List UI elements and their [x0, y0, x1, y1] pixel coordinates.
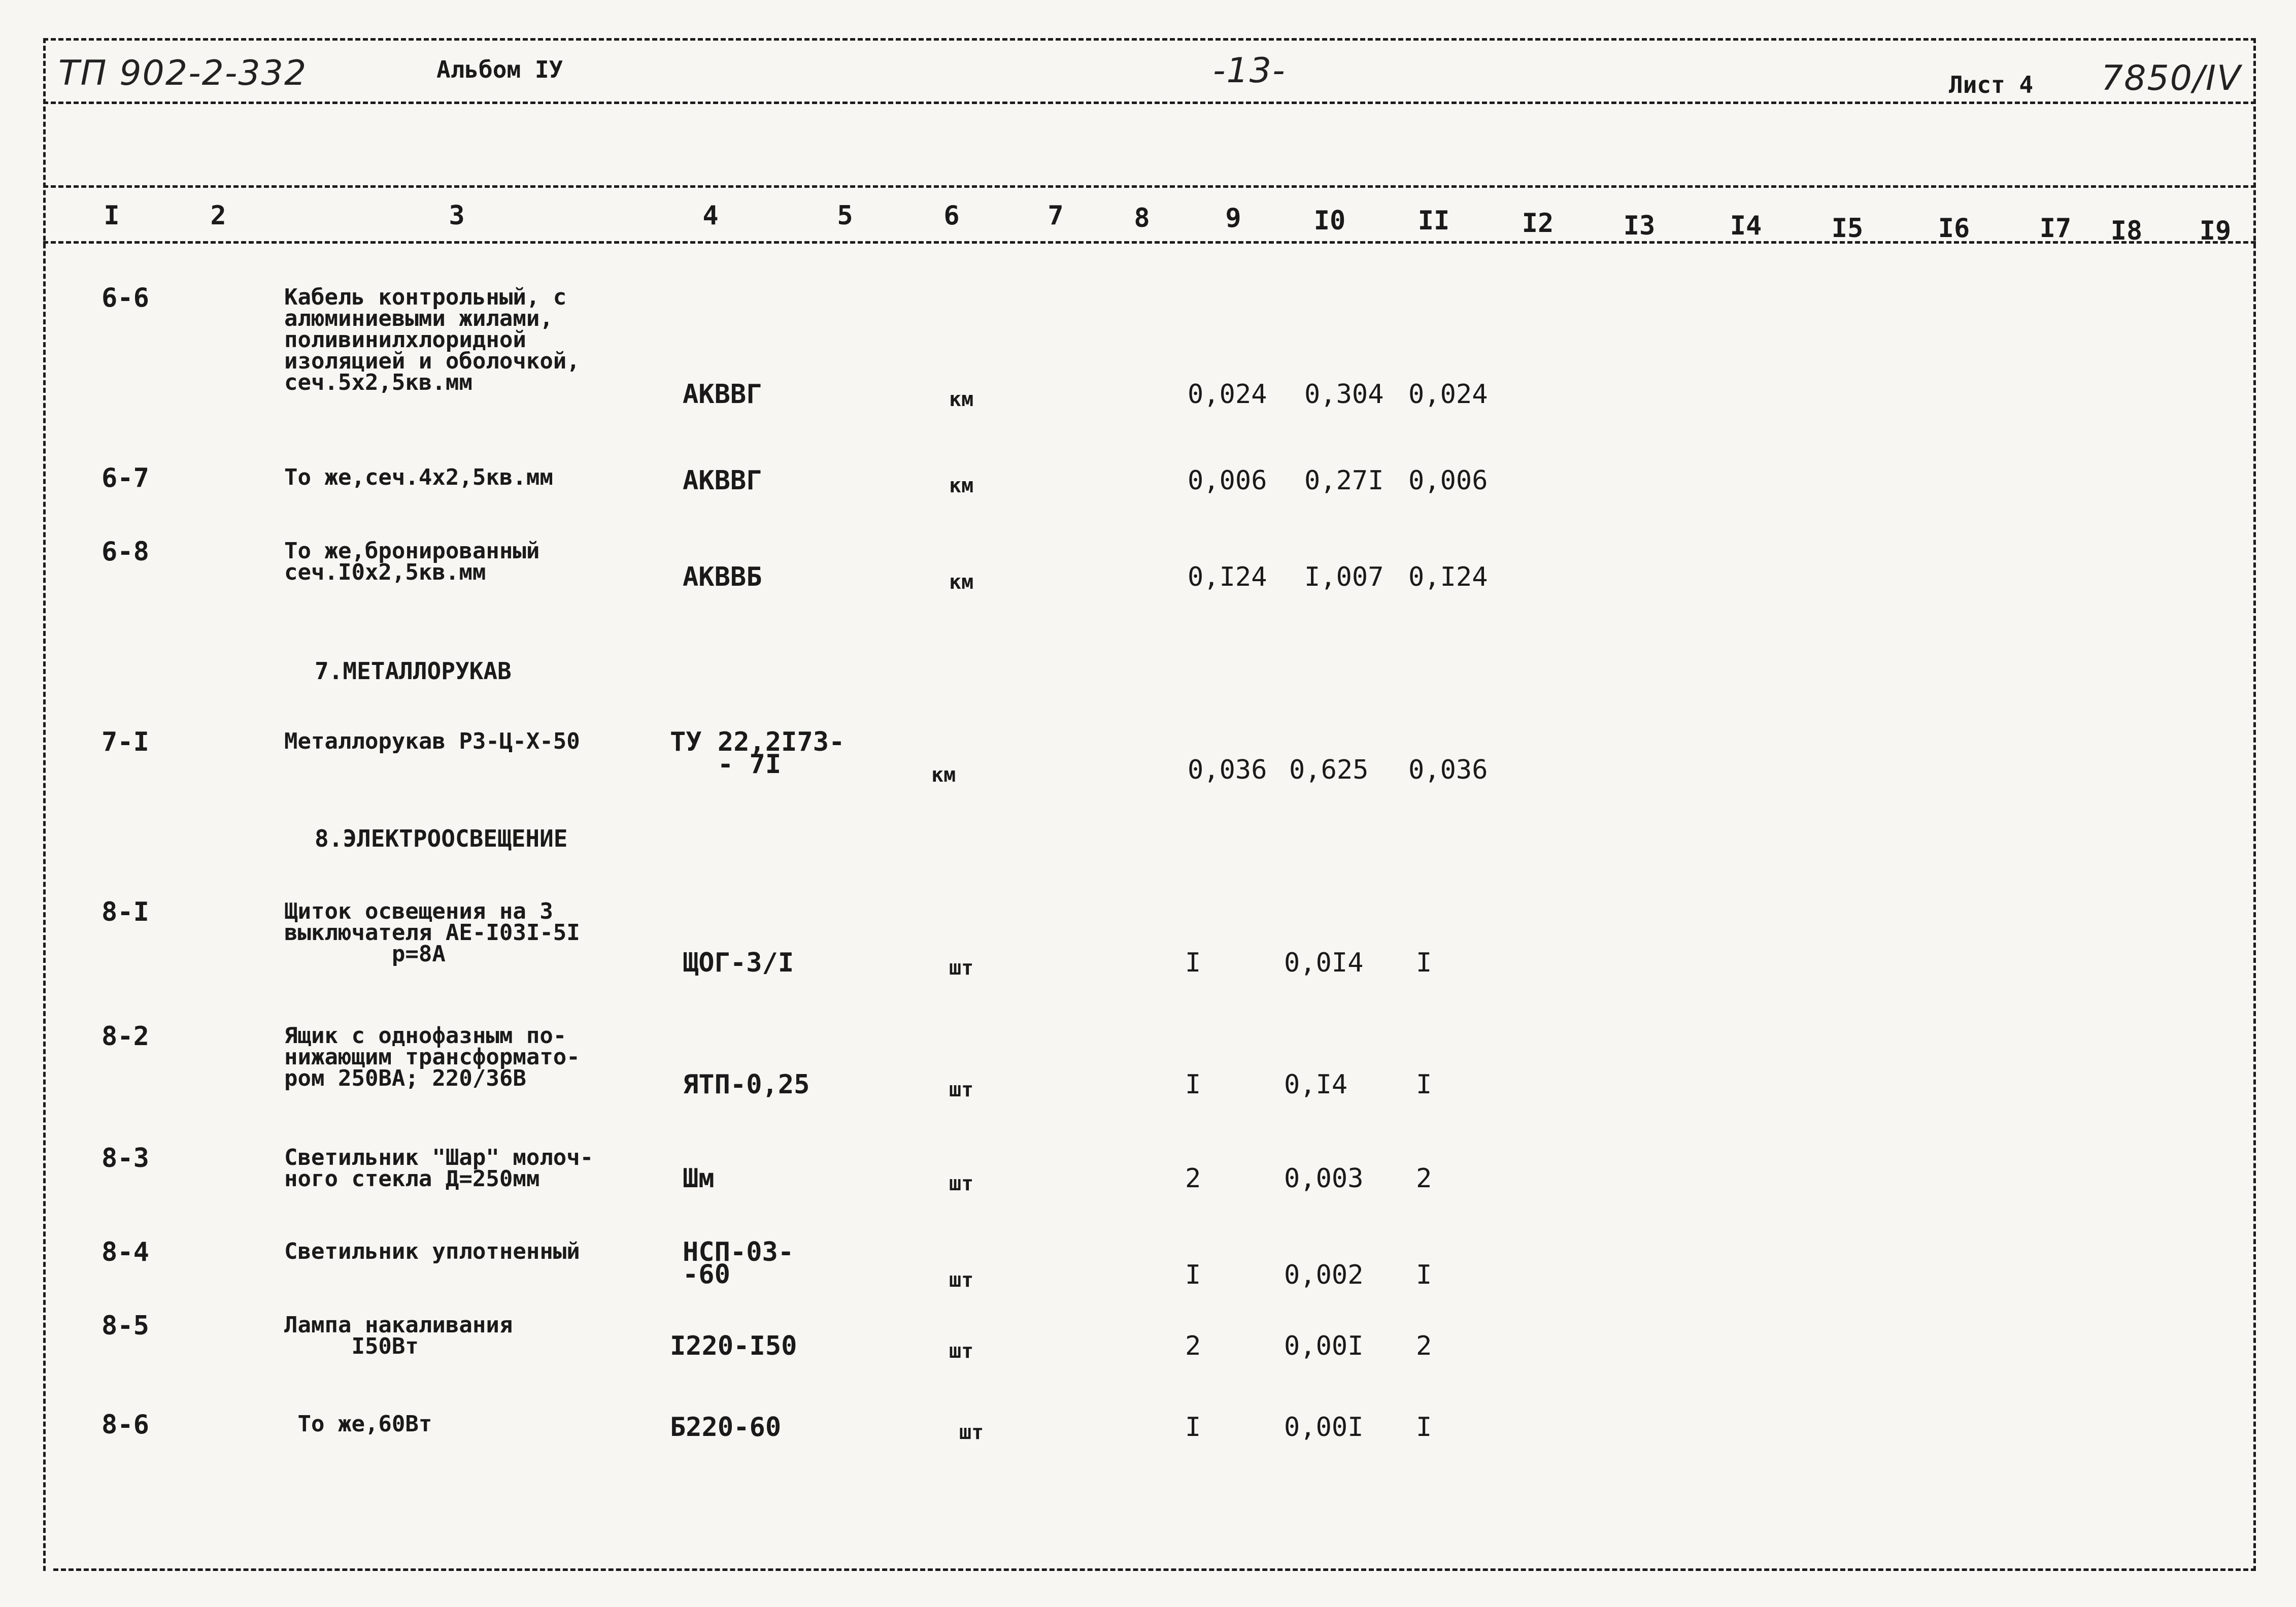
album-label: Альбом IУ [436, 56, 563, 83]
row-description: То же,сеч.4х2,5кв.мм [284, 464, 553, 490]
row-mass-total: 2 [1416, 1331, 1432, 1361]
column-number: 9 [1225, 203, 1241, 233]
row-position-code: 8-6 [102, 1410, 149, 1440]
column-number: 8 [1134, 203, 1150, 233]
column-number: I0 [1313, 206, 1346, 236]
sheet-label: Лист 4 [1949, 71, 2034, 98]
row-description: Кабель контрольный, с алюминиевыми жилами, поливинилхлоридной изоляцией и оболочкой, сеч.5х2,5кв.мм [284, 284, 580, 395]
row-mark: ЯТП-0,25 [683, 1069, 810, 1100]
row-position-code: 8-I [102, 897, 149, 927]
row-mass-total: 0,006 [1408, 465, 1488, 496]
frame-right [2253, 38, 2256, 1571]
frame-header-top [43, 185, 2256, 188]
column-number: I9 [2199, 216, 2232, 246]
row-mass-total: 0,024 [1408, 379, 1488, 410]
row-mark: I220-I50 [670, 1331, 797, 1361]
row-description: То же,60Вт [284, 1411, 432, 1437]
row-mass-total: I [1416, 1069, 1432, 1100]
row-position-code: 8-3 [102, 1143, 149, 1174]
column-number: I8 [2110, 216, 2143, 246]
row-mass-total: 2 [1416, 1163, 1432, 1194]
row-quantity: I [1185, 948, 1201, 978]
row-mass-total: 0,I24 [1408, 562, 1488, 592]
row-mark: ЩОГ-3/I [683, 948, 794, 978]
column-number: I2 [1522, 208, 1554, 239]
row-position-code: 8-4 [102, 1237, 149, 1267]
row-unit: шт [949, 1078, 974, 1101]
row-unit: км [949, 388, 974, 411]
column-number: 4 [702, 200, 719, 231]
row-mass-unit: 0,00I [1284, 1331, 1364, 1361]
row-position-code: 6-8 [102, 537, 149, 567]
column-number: 2 [210, 200, 226, 231]
page-number: -13- [1213, 51, 1286, 91]
row-mass-unit: 0,002 [1284, 1260, 1364, 1290]
frame-bottom [53, 1568, 2256, 1571]
column-number: I4 [1730, 211, 1762, 241]
row-unit: км [949, 474, 974, 497]
frame-left [43, 38, 46, 1571]
row-description: Ящик с однофазным по- нижающим трансформато- ром 250ВА; 220/36В [284, 1023, 580, 1091]
frame-title-underline [43, 102, 2256, 104]
row-unit: шт [949, 956, 974, 980]
row-mark: Шм [683, 1163, 715, 1194]
row-description: Щиток освещения на 3 выключателя АЕ-I03I-5I р=8А [284, 898, 580, 967]
column-number: 3 [449, 200, 465, 231]
row-mark: ТУ 22,2I73- - 7I [670, 727, 845, 780]
row-mass-total: I [1416, 1412, 1432, 1443]
row-description: Лампа накаливания I50Вт [284, 1312, 513, 1359]
row-mass-unit: 0,0I4 [1284, 948, 1364, 978]
column-number: I6 [1938, 213, 1970, 244]
row-mark: Б220-60 [670, 1412, 782, 1443]
row-mass-unit: 0,003 [1284, 1163, 1364, 1194]
row-mass-total: 0,036 [1408, 755, 1488, 785]
row-unit: шт [959, 1421, 984, 1444]
column-number: I [104, 200, 120, 231]
row-description: Светильник "Шар" молоч- ного стекла Д=250мм [284, 1145, 594, 1192]
inventory-number: 7850/IV [2101, 58, 2242, 98]
row-position-code: 8-5 [102, 1311, 149, 1341]
row-unit: шт [949, 1340, 974, 1363]
row-quantity: 0,024 [1188, 379, 1267, 410]
row-mass-total: I [1416, 948, 1432, 978]
column-number: I7 [2039, 213, 2072, 244]
column-number: I5 [1831, 213, 1864, 244]
column-number: 6 [943, 200, 960, 231]
row-unit: шт [949, 1268, 974, 1292]
row-mass-unit: 0,27I [1304, 465, 1384, 496]
row-description: Светильник уплотненный [284, 1238, 580, 1264]
row-description: Металлорукав РЗ-Ц-Х-50 [284, 728, 580, 754]
row-mark: НСП-03- -60 [683, 1237, 794, 1290]
column-number: 5 [837, 200, 853, 231]
row-mark: АКВВГ [683, 465, 762, 496]
row-mass-unit: 0,625 [1289, 755, 1369, 785]
row-mass-total: I [1416, 1260, 1432, 1290]
row-quantity: 0,036 [1188, 755, 1267, 785]
row-position-code: 6-6 [102, 283, 149, 313]
row-mark: АКВВГ [683, 379, 762, 410]
row-quantity: 0,I24 [1188, 562, 1267, 592]
row-quantity: I [1185, 1069, 1201, 1100]
row-mark: АКВВБ [683, 562, 762, 592]
row-unit: км [949, 571, 974, 594]
column-number: II [1417, 206, 1450, 236]
column-number: I3 [1623, 211, 1656, 241]
doc-code: ТП 902-2-332 [58, 53, 308, 93]
row-quantity: 0,006 [1188, 465, 1267, 496]
row-unit: шт [949, 1172, 974, 1195]
frame-top [43, 38, 2256, 41]
section-title: 8.ЭЛЕКТРООСВЕЩЕНИЕ [315, 825, 568, 852]
row-description: То же,бронированный сеч.I0х2,5кв.мм [284, 538, 540, 585]
row-mass-unit: 0,00I [1284, 1412, 1364, 1443]
row-position-code: 6-7 [102, 463, 149, 493]
column-number: 7 [1048, 200, 1064, 231]
row-quantity: 2 [1185, 1163, 1201, 1194]
row-unit: км [931, 763, 956, 787]
row-mass-unit: 0,304 [1304, 379, 1384, 410]
row-mass-unit: 0,I4 [1284, 1069, 1348, 1100]
row-mass-unit: I,007 [1304, 562, 1384, 592]
row-quantity: I [1185, 1412, 1201, 1443]
row-position-code: 7-I [102, 727, 149, 757]
section-title: 7.МЕТАЛЛОРУКАВ [315, 657, 512, 685]
row-quantity: 2 [1185, 1331, 1201, 1361]
row-position-code: 8-2 [102, 1021, 149, 1052]
row-quantity: I [1185, 1260, 1201, 1290]
